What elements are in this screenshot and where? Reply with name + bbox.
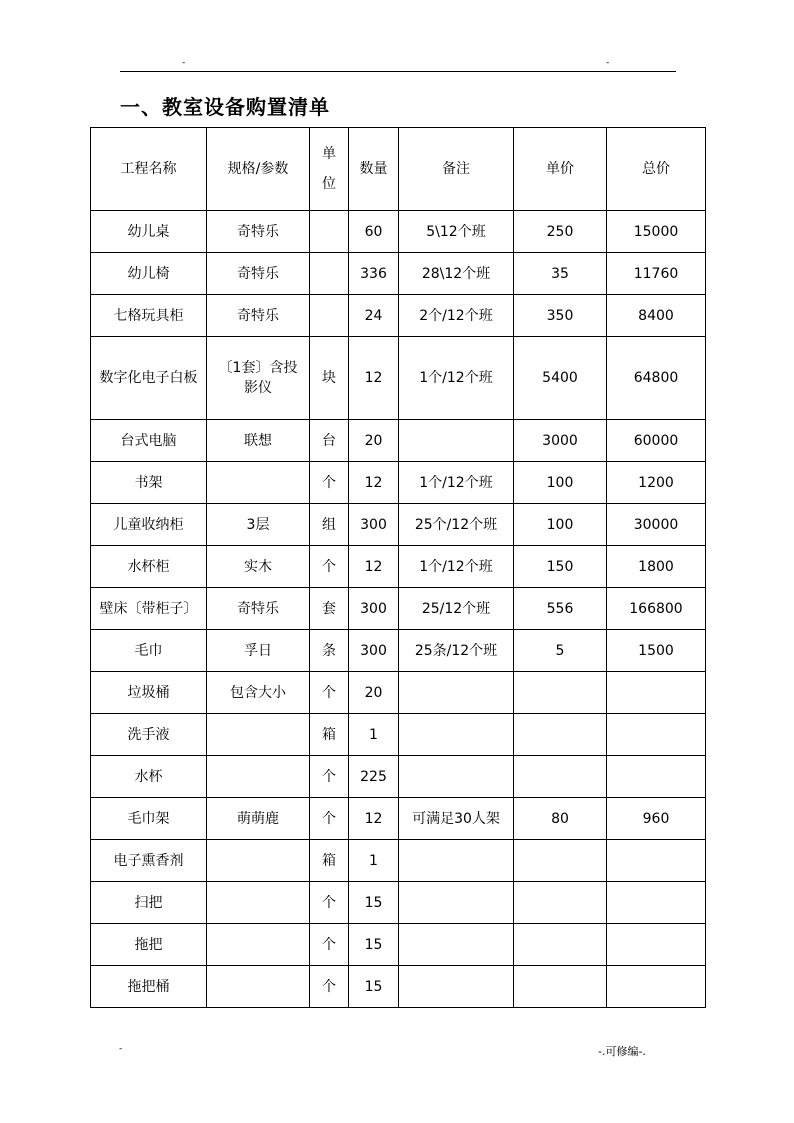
- table-row: [91, 714, 706, 756]
- cell-spec: [207, 966, 310, 1008]
- cell-remark: [399, 420, 514, 462]
- cell-name: 儿童收纳柜: [91, 504, 207, 546]
- header-rule: [120, 71, 676, 72]
- cell-remark: 可满足30人架: [399, 798, 514, 840]
- table-row: [91, 672, 706, 714]
- cell-qty: 300: [349, 588, 399, 630]
- footer-left-mark: -: [119, 1044, 123, 1054]
- cell-remark: 1个/12个班: [399, 546, 514, 588]
- cell-total: [607, 966, 706, 1008]
- cell-unit: 个: [310, 798, 349, 840]
- cell-total: 30000: [607, 504, 706, 546]
- cell-qty: 15: [349, 966, 399, 1008]
- table-row: [91, 420, 706, 462]
- cell-spec: 奇特乐: [207, 588, 310, 630]
- cell-total: [607, 714, 706, 756]
- table-row: [91, 882, 706, 924]
- cell-remark: [399, 840, 514, 882]
- cell-unit: 个: [310, 756, 349, 798]
- cell-spec: 包含大小: [207, 672, 310, 714]
- table-row: [91, 462, 706, 504]
- cell-qty: 336: [349, 253, 399, 295]
- cell-unit: 个: [310, 672, 349, 714]
- col-header-remark: 备注: [399, 128, 514, 211]
- header-left-mark: -: [182, 58, 186, 68]
- cell-qty: 1: [349, 840, 399, 882]
- cell-total: 11760: [607, 253, 706, 295]
- table-row: [91, 588, 706, 630]
- col-header-name: 工程名称: [91, 128, 207, 211]
- cell-name: 台式电脑: [91, 420, 207, 462]
- cell-remark: [399, 756, 514, 798]
- cell-qty: 225: [349, 756, 399, 798]
- cell-total: [607, 840, 706, 882]
- cell-total: 1500: [607, 630, 706, 672]
- cell-unit-price: 150: [514, 546, 607, 588]
- cell-unit-price: [514, 714, 607, 756]
- cell-spec: 〔1套〕含投影仪: [207, 337, 310, 420]
- cell-unit-price: 100: [514, 462, 607, 504]
- table-row: [91, 546, 706, 588]
- cell-name: 拖把: [91, 924, 207, 966]
- cell-unit-price: 350: [514, 295, 607, 337]
- cell-name: 拖把桶: [91, 966, 207, 1008]
- cell-unit-price: [514, 756, 607, 798]
- cell-unit: 个: [310, 882, 349, 924]
- cell-remark: 28\12个班: [399, 253, 514, 295]
- table-row: [91, 840, 706, 882]
- cell-unit-price: [514, 840, 607, 882]
- cell-spec: 萌萌鹿: [207, 798, 310, 840]
- equipment-table: [90, 127, 706, 1008]
- cell-remark: 2个/12个班: [399, 295, 514, 337]
- table-row: [91, 966, 706, 1008]
- cell-spec: 奇特乐: [207, 295, 310, 337]
- header-right-mark: -: [606, 58, 610, 68]
- cell-total: 15000: [607, 211, 706, 253]
- col-header-unit-text: 单位: [322, 146, 336, 192]
- cell-name: 幼儿桌: [91, 211, 207, 253]
- cell-spec: 奇特乐: [207, 211, 310, 253]
- cell-remark: 25个/12个班: [399, 504, 514, 546]
- cell-unit: [310, 253, 349, 295]
- cell-name: 壁床〔带柜子〕: [91, 588, 207, 630]
- cell-name: 水杯柜: [91, 546, 207, 588]
- table-row: [91, 924, 706, 966]
- cell-unit-price: [514, 672, 607, 714]
- table-row: [91, 253, 706, 295]
- cell-spec: 联想: [207, 420, 310, 462]
- cell-remark: [399, 714, 514, 756]
- cell-unit: [310, 211, 349, 253]
- cell-name: 幼儿椅: [91, 253, 207, 295]
- cell-remark: [399, 672, 514, 714]
- cell-spec: [207, 882, 310, 924]
- table-row: [91, 211, 706, 253]
- cell-spec: 孚日: [207, 630, 310, 672]
- cell-unit-price: 5400: [514, 337, 607, 420]
- cell-name: 数字化电子白板: [91, 337, 207, 420]
- cell-qty: 12: [349, 546, 399, 588]
- cell-name: 洗手液: [91, 714, 207, 756]
- cell-total: 1800: [607, 546, 706, 588]
- cell-qty: 300: [349, 630, 399, 672]
- col-header-spec: 规格/参数: [207, 128, 310, 211]
- cell-spec: [207, 714, 310, 756]
- cell-unit-price: 250: [514, 211, 607, 253]
- cell-total: 960: [607, 798, 706, 840]
- cell-unit: 台: [310, 420, 349, 462]
- cell-qty: 15: [349, 924, 399, 966]
- cell-unit: 箱: [310, 714, 349, 756]
- cell-spec: 奇特乐: [207, 253, 310, 295]
- table-row: [91, 504, 706, 546]
- cell-total: [607, 672, 706, 714]
- cell-qty: 12: [349, 462, 399, 504]
- cell-total: [607, 756, 706, 798]
- cell-qty: 20: [349, 420, 399, 462]
- cell-unit: 个: [310, 966, 349, 1008]
- cell-spec: [207, 840, 310, 882]
- cell-qty: 12: [349, 798, 399, 840]
- cell-qty: 24: [349, 295, 399, 337]
- cell-spec: 实木: [207, 546, 310, 588]
- cell-name: 垃圾桶: [91, 672, 207, 714]
- cell-unit: 箱: [310, 840, 349, 882]
- cell-remark: 25条/12个班: [399, 630, 514, 672]
- cell-spec: 3层: [207, 504, 310, 546]
- cell-unit-price: 35: [514, 253, 607, 295]
- cell-unit-price: 556: [514, 588, 607, 630]
- cell-remark: 1个/12个班: [399, 337, 514, 420]
- cell-unit-price: 3000: [514, 420, 607, 462]
- cell-total: [607, 882, 706, 924]
- page-title: 一、教室设备购置清单: [120, 95, 330, 119]
- cell-qty: 60: [349, 211, 399, 253]
- table-header-row: [91, 128, 706, 211]
- cell-unit: [310, 295, 349, 337]
- cell-unit: 条: [310, 630, 349, 672]
- cell-total: 60000: [607, 420, 706, 462]
- col-header-qty: 数量: [349, 128, 399, 211]
- cell-name: 电子熏香剂: [91, 840, 207, 882]
- col-header-price: 单价: [514, 128, 607, 211]
- col-header-unit: [310, 128, 349, 211]
- cell-name: 七格玩具柜: [91, 295, 207, 337]
- cell-total: 8400: [607, 295, 706, 337]
- table-row: [91, 756, 706, 798]
- cell-unit: 块: [310, 337, 349, 420]
- cell-name: 毛巾架: [91, 798, 207, 840]
- cell-remark: 1个/12个班: [399, 462, 514, 504]
- cell-total: 64800: [607, 337, 706, 420]
- cell-qty: 20: [349, 672, 399, 714]
- cell-qty: 15: [349, 882, 399, 924]
- col-header-total: 总价: [607, 128, 706, 211]
- cell-qty: 300: [349, 504, 399, 546]
- cell-unit: 组: [310, 504, 349, 546]
- cell-unit-price: 5: [514, 630, 607, 672]
- cell-unit: 个: [310, 546, 349, 588]
- cell-unit-price: [514, 924, 607, 966]
- cell-qty: 1: [349, 714, 399, 756]
- cell-remark: [399, 924, 514, 966]
- cell-unit-price: [514, 882, 607, 924]
- cell-name: 毛巾: [91, 630, 207, 672]
- table-row: [91, 337, 706, 420]
- cell-spec: [207, 462, 310, 504]
- cell-remark: 25/12个班: [399, 588, 514, 630]
- cell-remark: [399, 966, 514, 1008]
- cell-name: 书架: [91, 462, 207, 504]
- cell-unit-price: [514, 966, 607, 1008]
- table-row: [91, 630, 706, 672]
- cell-unit-price: 80: [514, 798, 607, 840]
- table-row: [91, 295, 706, 337]
- cell-qty: 12: [349, 337, 399, 420]
- cell-total: 166800: [607, 588, 706, 630]
- cell-unit-price: 100: [514, 504, 607, 546]
- cell-unit: 个: [310, 462, 349, 504]
- cell-unit: 套: [310, 588, 349, 630]
- cell-name: 水杯: [91, 756, 207, 798]
- footer-editable-note: -.可修编-.: [598, 1045, 646, 1058]
- cell-total: [607, 924, 706, 966]
- cell-remark: 5\12个班: [399, 211, 514, 253]
- cell-spec: [207, 924, 310, 966]
- cell-spec: [207, 756, 310, 798]
- cell-name: 扫把: [91, 882, 207, 924]
- cell-remark: [399, 882, 514, 924]
- cell-total: 1200: [607, 462, 706, 504]
- table-row: [91, 798, 706, 840]
- cell-unit: 个: [310, 924, 349, 966]
